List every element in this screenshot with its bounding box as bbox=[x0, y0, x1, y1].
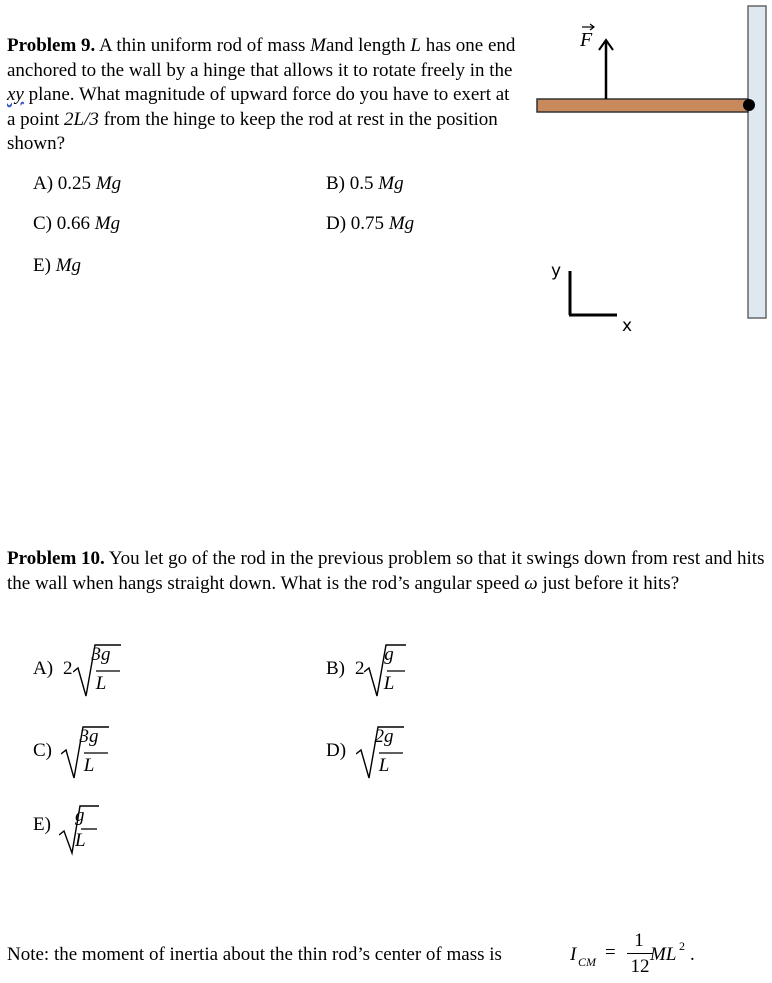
rod bbox=[537, 99, 748, 112]
problem-9-text: Problem 9. A thin uniform rod of mass Mand length L has one end anchored to the wall by a hinge that allows it to rotate freely in the xy plane. What magnitude of upward force do you have to exert at a point 2L/3 from the hinge to keep the rod at rest in the position shown? bbox=[7, 35, 516, 154]
rod-diagram bbox=[0, 0, 772, 340]
p10-choice-c: C) 3g L bbox=[33, 722, 153, 782]
force-label: F bbox=[580, 29, 593, 51]
p9-choice-a: A) 0.25 Mg bbox=[33, 173, 122, 194]
p10-choice-a: A) 2 3g L bbox=[33, 640, 153, 700]
hinge-dot bbox=[743, 99, 755, 111]
problem-9-label: Problem 9. bbox=[7, 35, 96, 56]
wall bbox=[748, 6, 766, 318]
p9-choice-e: E) Mg bbox=[33, 255, 82, 276]
axis-y-label: y bbox=[551, 261, 562, 281]
axis-x-label: x bbox=[622, 316, 633, 336]
p9-choice-d: D) 0.75 Mg bbox=[326, 213, 415, 234]
note-line: Note: the moment of inertia about the thin rod’s center of mass is I CM = 1 12 ML 2 . bbox=[7, 930, 695, 977]
problem-10-text: Problem 10. You let go of the rod in the previous problem so that it swings down from rest and hits the wall when hangs straight down. What is the rod’s angular speed ω just before it hits? bbox=[7, 548, 765, 594]
p10-choice-b: B) 2 g L bbox=[326, 640, 446, 700]
p10-choice-e: E) g L bbox=[33, 803, 153, 863]
p10-choice-d: D) 2g L bbox=[326, 722, 446, 782]
problem-10-label: Problem 10. bbox=[7, 548, 105, 569]
p9-choice-c: C) 0.66 Mg bbox=[33, 213, 121, 234]
p9-choice-b: B) 0.5 Mg bbox=[326, 173, 404, 194]
